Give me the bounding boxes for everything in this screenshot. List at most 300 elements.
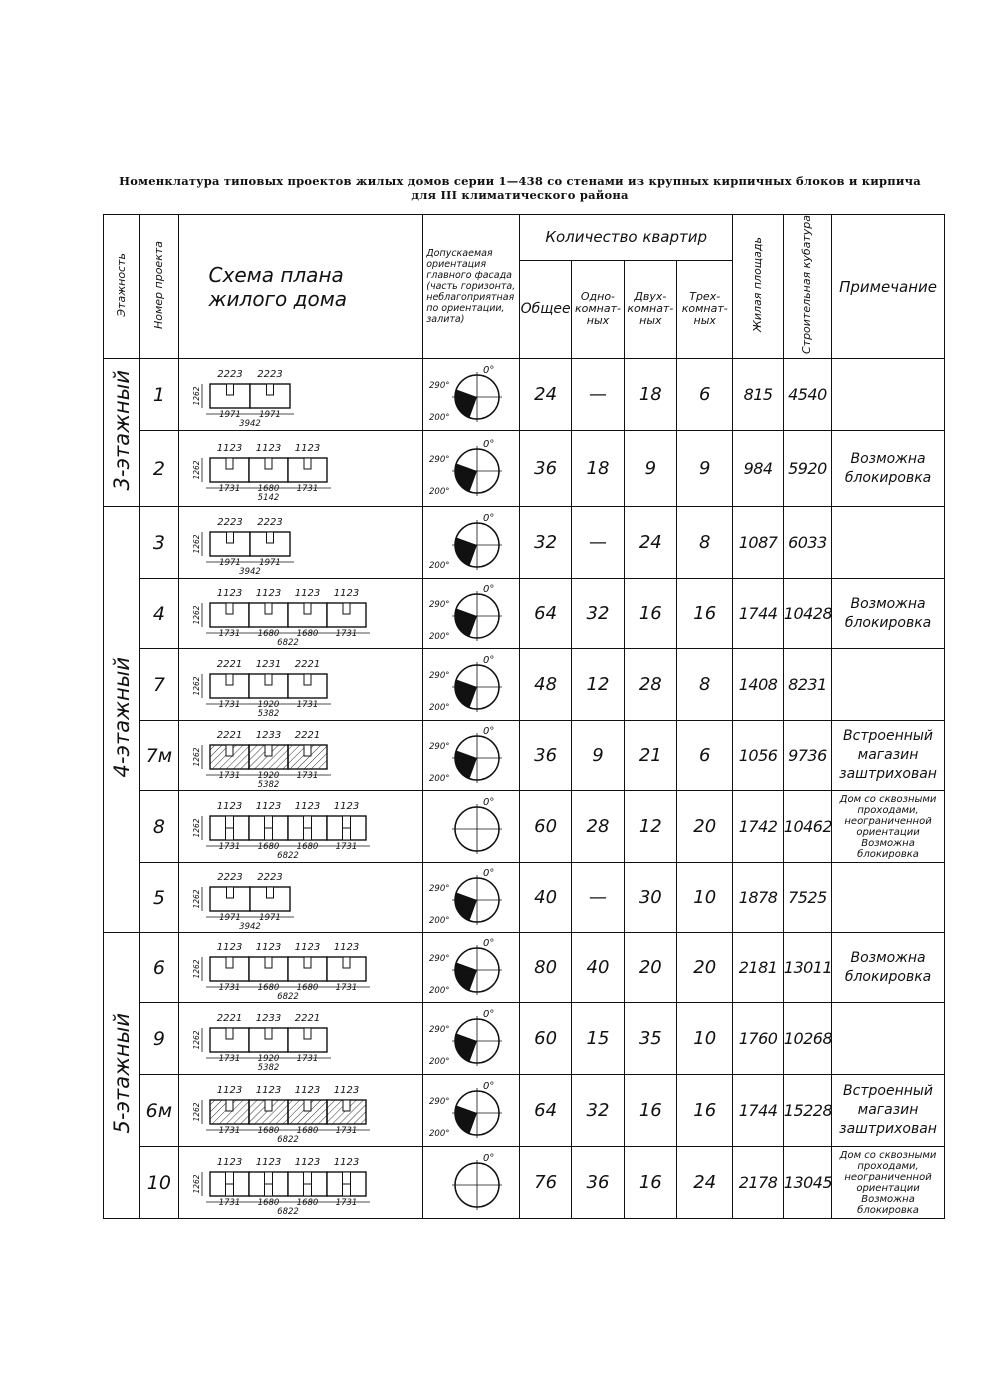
living-area: 1744 [733, 1075, 783, 1147]
living-area: 2178 [733, 1147, 783, 1219]
orientation-cell [423, 507, 520, 579]
dim-bottom: 1731 [219, 1197, 241, 1208]
plan-scheme-cell [178, 1147, 423, 1219]
dim-bottom: 1920 [258, 1053, 280, 1064]
dim-bottom: 1680 [297, 841, 319, 852]
dim-bottom: 1971 [259, 409, 282, 420]
header-apartments: Количество квартир [519, 215, 733, 261]
dim-height: 1262 [192, 746, 202, 767]
plan-scheme-cell [178, 1075, 423, 1147]
stair-notch [304, 957, 311, 968]
dim-bottom: 1680 [297, 1125, 319, 1136]
plan-scheme-cell [178, 649, 423, 721]
orientation-compass [425, 1008, 517, 1070]
dim-overall: 6822 [277, 1206, 300, 1216]
two-room-apartments: 16 [624, 1075, 676, 1147]
dim-overall: 3942 [239, 566, 262, 576]
orientation-cell [423, 431, 520, 507]
dim-top: 1123 [256, 442, 282, 454]
dim-top: 2221 [217, 1012, 243, 1024]
building-volume: 4540 [783, 359, 831, 431]
three-room-apartments: 10 [677, 863, 733, 933]
living-area: 1056 [733, 721, 783, 791]
plan-scheme [180, 794, 420, 860]
dim-top: 1123 [256, 941, 282, 953]
total-apartments: 40 [519, 863, 571, 933]
dim-top: 1123 [295, 1084, 321, 1096]
stair-notch [267, 384, 274, 395]
orientation-compass [425, 1080, 517, 1142]
dim-bottom: 1731 [219, 982, 241, 993]
table-row [104, 791, 945, 863]
dim-top: 1123 [334, 800, 360, 812]
stair-notch [226, 458, 233, 469]
dim-height: 1262 [192, 888, 202, 909]
plan-scheme-cell [178, 1003, 423, 1075]
orientation-compass [425, 654, 517, 716]
project-number: 3 [140, 507, 178, 579]
compass-north-label: 0° [483, 725, 495, 737]
dim-bottom: 1680 [297, 1197, 319, 1208]
total-apartments: 76 [519, 1147, 571, 1219]
dim-top: 2221 [295, 1012, 321, 1024]
stair-notch [343, 1100, 350, 1111]
compass-north-label: 0° [483, 583, 495, 595]
one-room-apartments: 9 [572, 721, 624, 791]
orientation-compass [425, 796, 517, 858]
dim-height: 1262 [192, 533, 202, 554]
living-area: 984 [733, 431, 783, 507]
dim-top: 1123 [256, 587, 282, 599]
dim-top: 1123 [295, 587, 321, 599]
stair-notch [265, 1028, 272, 1039]
dim-bottom: 1971 [219, 557, 242, 568]
compass-label-200: 200° [429, 773, 450, 784]
one-room-apartments: 18 [572, 431, 624, 507]
compass-north-label: 0° [483, 1080, 495, 1092]
plan-scheme [180, 436, 420, 502]
orientation-compass [425, 937, 517, 999]
dim-bottom: 1680 [258, 982, 280, 993]
dim-bottom: 1731 [336, 1197, 358, 1208]
three-room-apartments: 10 [677, 1003, 733, 1075]
dim-height: 1262 [192, 958, 202, 979]
three-room-apartments: 8 [677, 507, 733, 579]
table-row [104, 359, 945, 431]
three-room-apartments: 16 [677, 579, 733, 649]
dim-top: 2223 [217, 871, 244, 883]
orientation-compass [425, 1152, 517, 1214]
dim-bottom: 1731 [297, 699, 319, 710]
living-area: 1408 [733, 649, 783, 721]
dim-top: 1123 [295, 1156, 321, 1168]
compass-north-label: 0° [483, 512, 495, 524]
total-apartments: 32 [519, 507, 571, 579]
orientation-cell [423, 1147, 520, 1219]
note-cell [832, 863, 945, 933]
orientation-cell [423, 791, 520, 863]
dim-height: 1262 [192, 675, 202, 696]
plan-scheme-cell [178, 359, 423, 431]
dim-height: 1262 [192, 1173, 202, 1194]
dim-top: 2223 [217, 368, 244, 380]
header-one-room: Одно-комнат-ных [572, 260, 624, 358]
compass-label-290: 290° [429, 380, 450, 391]
header-two-room: Двух-комнат-ных [624, 260, 676, 358]
compass-label-200: 200° [429, 702, 450, 713]
dim-bottom: 1731 [219, 1053, 241, 1064]
two-room-apartments: 20 [624, 933, 676, 1003]
dim-top: 2223 [257, 516, 284, 528]
dim-top: 1123 [334, 1156, 360, 1168]
note-cell: Дом со сквозными проходами, неограниченной ориентации Возможна блокировка [832, 1147, 945, 1219]
stair-notch [227, 887, 234, 898]
dim-bottom: 1680 [258, 1125, 280, 1136]
building-volume: 15228 [783, 1075, 831, 1147]
dim-bottom: 1680 [258, 628, 280, 639]
building-volume: 10428 [783, 579, 831, 649]
dim-bottom: 1731 [336, 628, 358, 639]
one-room-apartments: — [572, 863, 624, 933]
plan-scheme [180, 362, 420, 428]
one-room-apartments: 36 [572, 1147, 624, 1219]
dim-height: 1262 [192, 459, 202, 480]
dim-top: 1123 [217, 442, 243, 454]
header-orientation: Допускаемая ориентация главного фасада (часть горизонта, неблагоприятная по ориентации, залита) [423, 215, 520, 359]
dim-top: 1123 [256, 800, 282, 812]
compass-north-label: 0° [483, 796, 495, 808]
dim-top: 1123 [334, 587, 360, 599]
building-volume: 5920 [783, 431, 831, 507]
two-room-apartments: 21 [624, 721, 676, 791]
plan-scheme [180, 935, 420, 1001]
one-room-apartments: — [572, 359, 624, 431]
orientation-cell [423, 359, 520, 431]
project-number: 4 [140, 579, 178, 649]
total-apartments: 80 [519, 933, 571, 1003]
total-apartments: 36 [519, 721, 571, 791]
compass-label-290: 290° [429, 599, 450, 610]
building-volume: 6033 [783, 507, 831, 579]
dim-bottom: 1680 [297, 628, 319, 639]
document-title [100, 174, 940, 202]
dim-bottom: 1731 [219, 1125, 241, 1136]
dim-bottom: 1920 [258, 699, 280, 710]
dim-bottom: 1971 [219, 912, 242, 923]
note-cell [832, 359, 945, 431]
compass-label-200: 200° [429, 412, 450, 423]
nomenclature-table [103, 214, 945, 1219]
three-room-apartments: 20 [677, 791, 733, 863]
stair-notch [226, 1100, 233, 1111]
dim-bottom: 1731 [336, 982, 358, 993]
dim-top: 1123 [295, 800, 321, 812]
project-number: 1 [140, 359, 178, 431]
two-room-apartments: 16 [624, 579, 676, 649]
dim-top: 1123 [295, 442, 321, 454]
orientation-compass [425, 512, 517, 574]
table-row [104, 721, 945, 791]
plan-scheme-cell [178, 507, 423, 579]
stair-notch [226, 674, 233, 685]
building-volume: 13045 [783, 1147, 831, 1219]
header-three-room: Трех-комнат-ных [677, 260, 733, 358]
building-volume: 13011 [783, 933, 831, 1003]
stair-notch [226, 1028, 233, 1039]
living-area: 1760 [733, 1003, 783, 1075]
one-room-apartments: 32 [572, 1075, 624, 1147]
stair-notch [226, 745, 233, 756]
compass-label-290: 290° [429, 454, 450, 465]
dim-height: 1262 [192, 604, 202, 625]
dim-top: 1231 [256, 658, 282, 670]
dim-top: 1123 [334, 941, 360, 953]
compass-north-label: 0° [483, 1152, 495, 1164]
total-apartments: 48 [519, 649, 571, 721]
three-room-apartments: 16 [677, 1075, 733, 1147]
compass-label-290: 290° [429, 741, 450, 752]
orientation-cell [423, 649, 520, 721]
compass-label-200: 200° [429, 486, 450, 497]
table-row [104, 1075, 945, 1147]
two-room-apartments: 35 [624, 1003, 676, 1075]
compass-north-label: 0° [483, 364, 495, 376]
stair-notch [343, 957, 350, 968]
table-row [104, 933, 945, 1003]
total-apartments: 60 [519, 1003, 571, 1075]
dim-overall: 5382 [258, 1062, 280, 1072]
living-area: 815 [733, 359, 783, 431]
floor-group-label: 3-этажный [109, 370, 134, 491]
dim-overall: 6822 [277, 637, 300, 647]
dim-bottom: 1680 [297, 982, 319, 993]
three-room-apartments: 8 [677, 649, 733, 721]
floor-group-label: 5-этажный [109, 1013, 134, 1134]
living-area: 1742 [733, 791, 783, 863]
stair-notch [304, 458, 311, 469]
note-cell [832, 649, 945, 721]
dim-overall: 6822 [277, 1134, 300, 1144]
three-room-apartments: 6 [677, 359, 733, 431]
compass-label-200: 200° [429, 560, 450, 571]
title-line-2: для III климатического района [411, 188, 629, 202]
orientation-compass [425, 867, 517, 929]
stair-notch [265, 1100, 272, 1111]
note-cell: Возможна блокировка [832, 431, 945, 507]
orientation-compass [425, 364, 517, 426]
two-room-apartments: 12 [624, 791, 676, 863]
project-number: 6м [140, 1075, 178, 1147]
dim-top: 2221 [217, 729, 243, 741]
building-volume: 7525 [783, 863, 831, 933]
dim-height: 1262 [192, 1101, 202, 1122]
dim-bottom: 1731 [219, 628, 241, 639]
dim-top: 1123 [256, 1156, 282, 1168]
dim-top: 1123 [295, 941, 321, 953]
dim-top: 1123 [217, 1156, 243, 1168]
living-area: 1878 [733, 863, 783, 933]
compass-label-290: 290° [429, 1024, 450, 1035]
living-area: 1744 [733, 579, 783, 649]
note-cell [832, 507, 945, 579]
one-room-apartments: — [572, 507, 624, 579]
header-living-area: Жилая площадь [733, 215, 783, 359]
compass-north-label: 0° [483, 654, 495, 666]
one-room-apartments: 40 [572, 933, 624, 1003]
three-room-apartments: 24 [677, 1147, 733, 1219]
dim-top: 1123 [217, 1084, 243, 1096]
dim-overall: 6822 [277, 850, 300, 860]
dim-top: 2221 [295, 729, 321, 741]
plan-scheme [180, 581, 420, 647]
two-room-apartments: 18 [624, 359, 676, 431]
stair-notch [267, 887, 274, 898]
two-room-apartments: 30 [624, 863, 676, 933]
note-cell: Дом со сквозными проходами, неограниченной ориентации Возможна блокировка [832, 791, 945, 863]
dim-bottom: 1731 [336, 1125, 358, 1136]
three-room-apartments: 6 [677, 721, 733, 791]
dim-bottom: 1680 [258, 483, 280, 494]
two-room-apartments: 24 [624, 507, 676, 579]
dim-top: 1123 [217, 941, 243, 953]
stair-notch [304, 1100, 311, 1111]
compass-label-200: 200° [429, 631, 450, 642]
living-area: 2181 [733, 933, 783, 1003]
project-number: 2 [140, 431, 178, 507]
floor-group-cell [104, 933, 140, 1219]
dim-bottom: 1920 [258, 770, 280, 781]
plan-scheme [180, 865, 420, 931]
dim-bottom: 1971 [259, 912, 282, 923]
stair-notch [304, 1028, 311, 1039]
dim-top: 1123 [334, 1084, 360, 1096]
stair-notch [343, 603, 350, 614]
floor-group-cell [104, 359, 140, 507]
dim-top: 1233 [256, 1012, 282, 1024]
header-project-no: Номер проекта [140, 215, 178, 359]
project-number: 6 [140, 933, 178, 1003]
one-room-apartments: 32 [572, 579, 624, 649]
dim-bottom: 1971 [219, 409, 242, 420]
dim-overall: 5382 [258, 708, 280, 718]
building-volume: 9736 [783, 721, 831, 791]
stair-notch [265, 458, 272, 469]
compass-label-200: 200° [429, 985, 450, 996]
total-apartments: 60 [519, 791, 571, 863]
header-volume: Строительная кубатура [783, 215, 831, 359]
plan-scheme-cell [178, 933, 423, 1003]
building-volume: 10268 [783, 1003, 831, 1075]
project-number: 5 [140, 863, 178, 933]
stair-notch [265, 745, 272, 756]
compass-label-290: 290° [429, 1096, 450, 1107]
dim-overall: 6822 [277, 991, 300, 1001]
compass-north-label: 0° [483, 867, 495, 879]
orientation-compass [425, 725, 517, 787]
dim-top: 1123 [256, 1084, 282, 1096]
living-area: 1087 [733, 507, 783, 579]
stair-notch [265, 957, 272, 968]
table-row [104, 1003, 945, 1075]
table-row [104, 579, 945, 649]
dim-bottom: 1731 [219, 770, 241, 781]
compass-label-290: 290° [429, 670, 450, 681]
note-cell: Возможна блокировка [832, 933, 945, 1003]
dim-bottom: 1680 [258, 841, 280, 852]
compass-label-200: 200° [429, 1056, 450, 1067]
stair-notch [265, 674, 272, 685]
dim-top: 2221 [295, 658, 321, 670]
stair-notch [265, 603, 272, 614]
floor-group-cell [104, 507, 140, 933]
table-row [104, 649, 945, 721]
dim-height: 1262 [192, 1029, 202, 1050]
stair-notch [304, 603, 311, 614]
project-number: 8 [140, 791, 178, 863]
stair-notch [304, 745, 311, 756]
total-apartments: 24 [519, 359, 571, 431]
dim-overall: 5142 [258, 492, 280, 502]
plan-scheme [180, 723, 420, 789]
orientation-compass [425, 438, 517, 500]
total-apartments: 64 [519, 1075, 571, 1147]
plan-scheme-cell [178, 863, 423, 933]
dim-bottom: 1731 [297, 1053, 319, 1064]
note-cell [832, 1003, 945, 1075]
table-row [104, 1147, 945, 1219]
dim-bottom: 1731 [297, 483, 319, 494]
plan-scheme [180, 1150, 420, 1216]
note-cell: Возможна блокировка [832, 579, 945, 649]
table-row [104, 863, 945, 933]
compass-north-label: 0° [483, 438, 495, 450]
stair-notch [267, 532, 274, 543]
dim-overall: 3942 [239, 418, 262, 428]
orientation-cell [423, 933, 520, 1003]
two-room-apartments: 16 [624, 1147, 676, 1219]
table-body [104, 359, 945, 1219]
dim-top: 1123 [217, 587, 243, 599]
table-row [104, 507, 945, 579]
dim-bottom: 1731 [219, 483, 241, 494]
plan-scheme-cell [178, 431, 423, 507]
orientation-cell [423, 1003, 520, 1075]
three-room-apartments: 20 [677, 933, 733, 1003]
plan-scheme [180, 1078, 420, 1144]
header-total: Общее [519, 260, 571, 358]
building-volume: 10462 [783, 791, 831, 863]
header-note: Примечание [832, 215, 945, 359]
orientation-cell [423, 721, 520, 791]
table-header [104, 215, 945, 359]
dim-bottom: 1680 [258, 1197, 280, 1208]
total-apartments: 64 [519, 579, 571, 649]
two-room-apartments: 28 [624, 649, 676, 721]
header-floors: Этажность [104, 215, 140, 359]
dim-top: 2223 [257, 368, 284, 380]
dim-bottom: 1971 [259, 557, 282, 568]
one-room-apartments: 12 [572, 649, 624, 721]
stair-notch [227, 532, 234, 543]
dim-height: 1262 [192, 817, 202, 838]
header-scheme: Схема плана жилого дома [178, 215, 423, 359]
dim-height: 1262 [192, 385, 202, 406]
compass-north-label: 0° [483, 937, 495, 949]
one-room-apartments: 28 [572, 791, 624, 863]
dim-bottom: 1731 [219, 841, 241, 852]
two-room-apartments: 9 [624, 431, 676, 507]
orientation-cell [423, 863, 520, 933]
